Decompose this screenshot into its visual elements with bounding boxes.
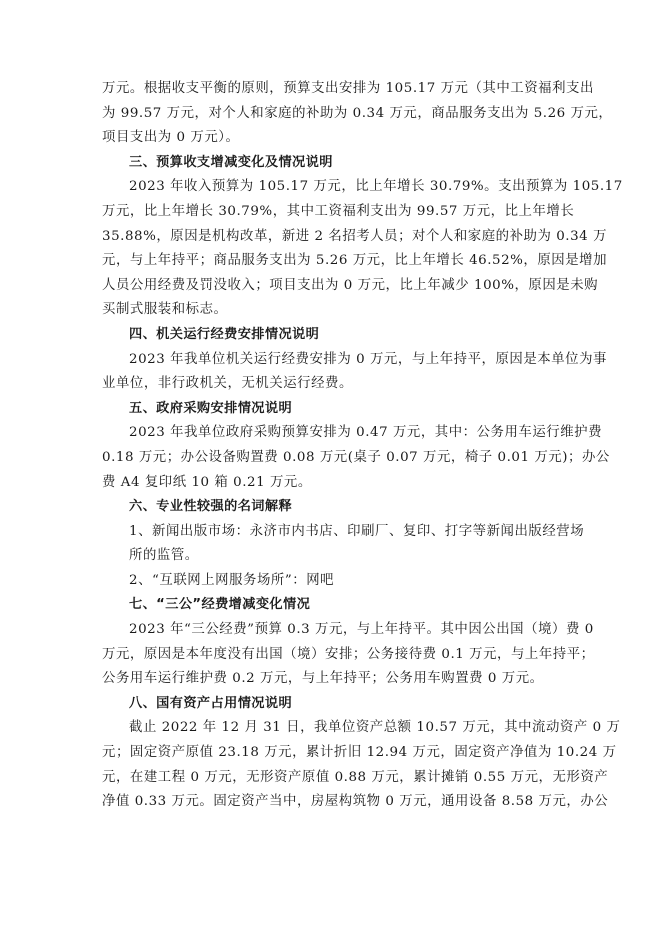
body-line: 净值 0.33 万元。固定资产当中，房屋构筑物 0 万元，通用设备 8.58 万元，办公 — [102, 794, 609, 810]
body-line: 买制式服装和标志。 — [102, 302, 228, 318]
section-heading: 四、机关运行经费安排情况说明 — [129, 326, 320, 342]
body-line: 0.18 万元；办公设备购置费 0.08 万元(桌子 0.07 万元，椅子 0.01 万元)；办公 — [102, 449, 610, 465]
section-heading: 六、专业性较强的名词解释 — [129, 499, 293, 515]
body-line: 截止 2022 年 12 月 31 日，我单位资产总额 10.57 万元，其中流动资产 0 万 — [129, 720, 621, 736]
body-line: 万元，原因是本年度没有出国（境）安排；公务接待费 0.1 万元，与上年持平； — [102, 646, 595, 662]
section-heading: 三、预算收支增减变化及情况说明 — [129, 154, 333, 170]
body-line: 公务用车运行维护费 0.2 万元，与上年持平；公务用车购置费 0 万元。 — [102, 671, 544, 687]
body-line: 万元。根据收支平衡的原则，预算支出安排为 105.17 万元（其中工资福利支出 — [102, 81, 594, 96]
body-line: 元，在建工程 0 万元，无形资产原值 0.88 万元，累计摊销 0.55 万元，无形资产 — [102, 769, 609, 785]
body-line: 2、“互联网上网服务场所”：网吧 — [129, 572, 335, 588]
body-line: 35.88%，原因是机构改革，新进 2 名招考人员；对个人和家庭的补助为 0.34 万 — [102, 228, 608, 244]
body-line: 2023 年“三公经费”预算 0.3 万元，与上年持平。其中因公出国（境）费 0 — [129, 622, 594, 638]
body-line: 2023 年收入预算为 105.17 万元，比上年增长 30.79%。支出预算为 105.17 — [129, 179, 623, 195]
body-line: 万元，比上年增长 30.79%，其中工资福利支出为 99.57 万元，比上年增长 — [102, 203, 575, 219]
section-heading: 八、国有资产占用情况说明 — [129, 695, 293, 711]
body-line: 元，与上年持平；商品服务支出为 5.26 万元，比上年增长 46.52%，原因是增加 — [102, 253, 608, 269]
body-line: 所的监管。 — [129, 548, 199, 564]
body-line: 元；固定资产原值 23.18 万元，累计折旧 12.94 万元，固定资产净值为 10.24 万 — [102, 745, 617, 761]
body-line: 业单位，非行政机关，无机关运行经费。 — [102, 376, 353, 392]
body-line: 2023 年我单位机关运行经费安排为 0 万元，与上年持平，原因是本单位为事 — [129, 351, 607, 367]
section-heading: 七、“三公”经费增减变化情况 — [129, 597, 311, 613]
section-heading: 五、政府采购安排情况说明 — [129, 400, 293, 416]
body-line: 为 99.57 万元，对个人和家庭的补助为 0.34 万元，商品服务支出为 5.26 万元， — [102, 105, 613, 121]
body-line: 费 A4 复印纸 10 箱 0.21 万元。 — [102, 474, 312, 490]
body-line: 项目支出为 0 万元）。 — [102, 130, 240, 146]
body-line: 人员公用经费及罚没收入；项目支出为 0 万元，比上年减少 100%，原因是未购 — [102, 277, 599, 293]
body-line: 2023 年我单位政府采购预算安排为 0.47 万元，其中：公务用车运行维护费 — [129, 425, 603, 441]
body-line: 1、新闻出版市场：永济市内书店、印刷厂、复印、打字等新闻出版经营场 — [129, 523, 585, 539]
